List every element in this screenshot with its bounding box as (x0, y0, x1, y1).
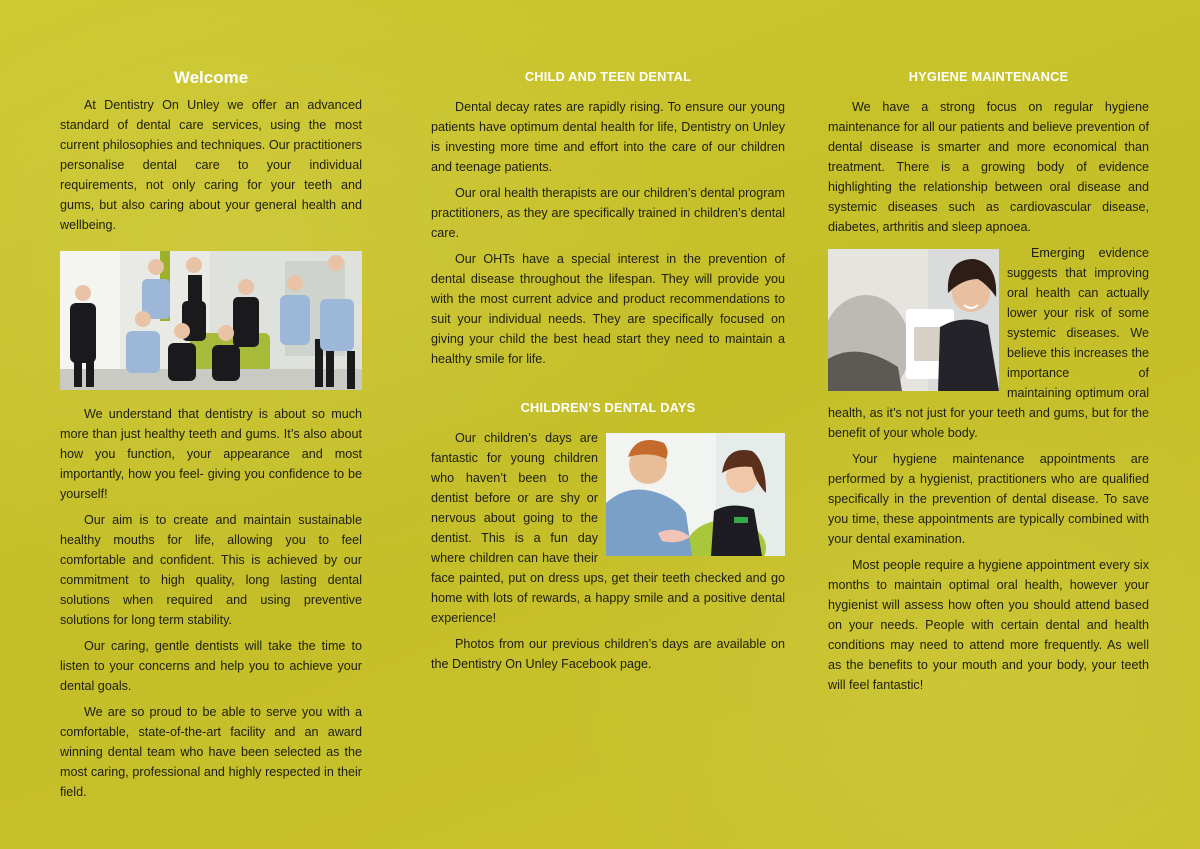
child-teen-paragraph: Our oral health therapists are our children’s dental program practitioners, as they are specifically trained in children’s dental care. (431, 186, 785, 240)
welcome-intro: At Dentistry On Unley we offer an advanced standard of dental care services, using the most current philosophies and techniques. Our practitioners personalise dental care to your individual requirements, not only caring for your teeth and gums, but also caring about your general health and wellbeing. (60, 98, 362, 232)
hygiene-paragraph: Emerging evidence suggests that improving oral health can actually lower your risk of some systemic diseases. We believe this increases the importance of maintaining optimum oral health, as it’s not just for your teeth and gums, but for the benefit of your whole body. (828, 246, 1149, 440)
welcome-paragraph: We are so proud to be able to serve you with a comfortable, state-of-the-art facility and an award winning dental team who have been selected as the most caring, professional and highly respected in their field. (60, 705, 362, 799)
welcome-paragraph: Our aim is to create and maintain sustainable healthy mouths for life, allowing you to feel comfortable and confident. This is achieved by our commitment to high quality, long lasting dental solutions when required and using preventive solutions for long term stability. (60, 513, 362, 627)
childrens-days-heading: CHILDREN’S DENTAL DAYS (520, 400, 696, 415)
hygiene-column (828, 64, 1149, 701)
hygiene-paragraph: Your hygiene maintenance appointments are performed by a hygienist, practitioners who are qualified specifically in the prevention of dental disease. To save you time, these appointments are typically combined with your dental examination. (828, 452, 1149, 546)
child-dentist-photo (606, 433, 785, 556)
welcome-paragraph: Our caring, gentle dentists will take the time to listen to your concerns and help you to achieve your dental goals. (60, 639, 362, 693)
welcome-column (60, 64, 362, 808)
team-photo (60, 251, 362, 390)
hygiene-paragraph: We have a strong focus on regular hygiene maintenance for all our patients and believe prevention of dental disease is smarter and more economical than treatment. There is a growing body of evidence highlighting the relationship between oral disease and systemic diseases such as cardiovascular disease, diabetes, arthritis and sleep apnoea. (828, 100, 1149, 234)
welcome-heading: Welcome (173, 68, 249, 87)
child-teen-column (431, 64, 785, 680)
child-teen-paragraph: Our OHTs have a special interest in the prevention of dental disease throughout the lifespan. They will provide you with the most current advice and product recommendations to suit your individual needs. They are specifically focused on giving your child the best head start they need to maintain a healthy smile for life. (431, 252, 785, 366)
child-teen-paragraph: Dental decay rates are rapidly rising. To ensure our young patients have optimum dental health for life, Dentistry on Unley is investing more time and effort into the care of our children and teenage patients. (431, 100, 785, 174)
hygiene-paragraph: Most people require a hygiene appointment every six months to maintain optimal oral health, however your hygienist will assess how often you should attend based on your needs. People with certain dental and health conditions may need to attend more frequently. As well as the benefits to your mouth and your body, your teeth will feel fantastic! (828, 558, 1149, 692)
welcome-paragraph: We understand that dentistry is about so much more than just healthy teeth and gums. It’s also about how you function, your appearance and most importantly, how you feel- giving you confidence to be yourself! (60, 407, 362, 501)
childrens-days-paragraph: Photos from our previous children’s days are available on the Dentistry On Unley Facebook page. (431, 637, 785, 671)
child-teen-heading: CHILD AND TEEN DENTAL (524, 69, 692, 84)
hygienist-photo (828, 249, 999, 391)
childrens-days-paragraph: Our children’s days are fantastic for young children who haven’t been to the dentist before or are shy or nervous about going to the dentist. This is a fun day where children can have their face painted, put on dress ups, get their teeth checked and go home with lots of rewards, a happy smile and a positive dental experience! (431, 431, 785, 625)
hygiene-heading: HYGIENE MAINTENANCE (908, 69, 1069, 84)
